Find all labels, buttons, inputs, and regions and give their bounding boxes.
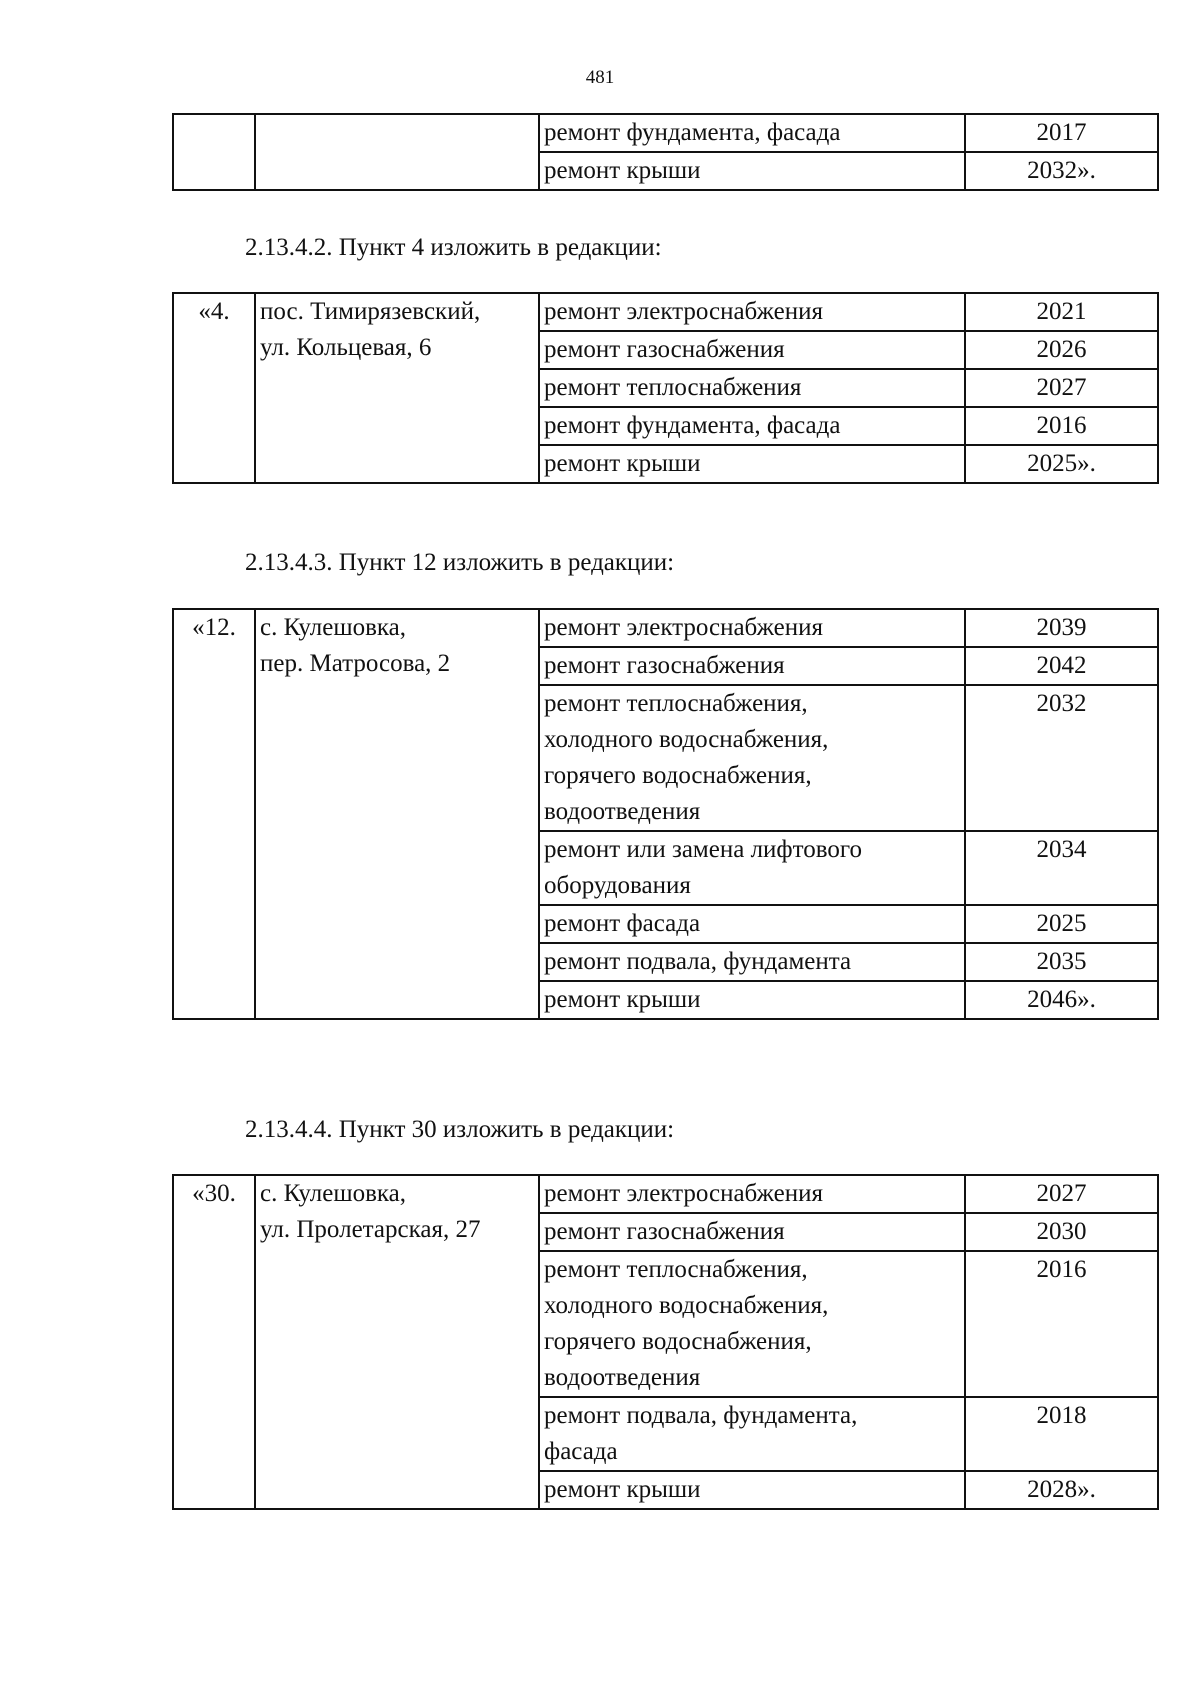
work-line: горячего водоснабжения, (544, 1328, 812, 1355)
address-line: ул. Пролетарская, 27 (260, 1216, 481, 1243)
work-cell (539, 445, 965, 483)
work-cell (539, 981, 965, 1019)
work-cell (539, 407, 965, 445)
year-cell: 2032 (965, 685, 1158, 831)
num-cell: «30. (173, 1175, 255, 1509)
table-row (173, 114, 1158, 152)
work-line: ремонт газоснабжения (544, 652, 785, 679)
address-line: ул. Кольцевая, 6 (260, 334, 432, 361)
work-line: фасада (544, 1438, 618, 1465)
section-table (172, 292, 1159, 484)
address-cell (255, 1175, 539, 1509)
section-table (172, 1174, 1159, 1510)
year-cell: 2028». (965, 1471, 1158, 1509)
year-cell: 2030 (965, 1213, 1158, 1251)
work-cell (539, 293, 965, 331)
work-cell (539, 1175, 965, 1213)
work-line: ремонт крыши (544, 450, 701, 477)
section-table (172, 608, 1159, 1020)
work-line: ремонт теплоснабжения, (544, 690, 808, 717)
num-cell (173, 114, 255, 190)
year-cell: 2027 (965, 369, 1158, 407)
year-cell: 2018 (965, 1397, 1158, 1471)
address-line: с. Кулешовка, (260, 1180, 407, 1207)
work-cell (539, 943, 965, 981)
year-cell: 2026 (965, 331, 1158, 369)
work-line: водоотведения (544, 1364, 701, 1391)
work-line: холодного водоснабжения, (544, 726, 829, 753)
work-line: ремонт теплоснабжения (544, 374, 802, 401)
work-line: водоотведения (544, 798, 701, 825)
section-heading: 2.13.4.3. Пункт 12 изложить в редакции: (245, 549, 675, 576)
year-cell: 2046». (965, 981, 1158, 1019)
year-cell: 2016 (965, 407, 1158, 445)
work-line: ремонт крыши (544, 1476, 701, 1503)
work-cell: ремонт фундамента, фасада (539, 114, 965, 152)
work-line: ремонт газоснабжения (544, 336, 785, 363)
section-heading: 2.13.4.2. Пункт 4 изложить в редакции: (245, 234, 662, 261)
year-cell: 2027 (965, 1175, 1158, 1213)
table-row (173, 1175, 1158, 1213)
year-cell: 2025». (965, 445, 1158, 483)
year-cell: 2039 (965, 609, 1158, 647)
year-cell: 2025 (965, 905, 1158, 943)
work-cell (539, 685, 965, 831)
year-cell: 2032». (965, 152, 1158, 190)
table-row (173, 293, 1158, 331)
work-line: горячего водоснабжения, (544, 762, 812, 789)
continuation-table (172, 113, 1159, 191)
work-cell (539, 905, 965, 943)
work-line: ремонт электроснабжения (544, 298, 823, 325)
work-cell (539, 1213, 965, 1251)
work-line: ремонт электроснабжения (544, 1180, 823, 1207)
work-cell: ремонт крыши (539, 152, 965, 190)
work-cell (539, 369, 965, 407)
address-line: с. Кулешовка, (260, 614, 407, 641)
address-cell (255, 609, 539, 1019)
work-line: ремонт крыши (544, 986, 701, 1013)
work-line: ремонт электроснабжения (544, 614, 823, 641)
work-cell (539, 331, 965, 369)
work-line: холодного водоснабжения, (544, 1292, 829, 1319)
address-line: пос. Тимирязевский, (260, 298, 481, 325)
work-line: ремонт подвала, фундамента (544, 948, 852, 975)
num-cell: «12. (173, 609, 255, 1019)
table-row (173, 609, 1158, 647)
year-cell: 2016 (965, 1251, 1158, 1397)
address-cell (255, 293, 539, 483)
address-cell (255, 114, 539, 190)
year-cell: 2021 (965, 293, 1158, 331)
work-line: оборудования (544, 872, 691, 899)
work-line: ремонт или замена лифтового (544, 836, 862, 863)
work-cell (539, 1251, 965, 1397)
work-line: ремонт фундамента, фасада (544, 412, 841, 439)
work-cell (539, 609, 965, 647)
work-line: ремонт теплоснабжения, (544, 1256, 808, 1283)
section-heading: 2.13.4.4. Пункт 30 изложить в редакции: (245, 1116, 675, 1143)
work-line: ремонт газоснабжения (544, 1218, 785, 1245)
year-cell: 2042 (965, 647, 1158, 685)
work-line: ремонт подвала, фундамента, (544, 1402, 858, 1429)
year-cell: 2034 (965, 831, 1158, 905)
address-line: пер. Матросова, 2 (260, 650, 451, 677)
work-cell (539, 1471, 965, 1509)
year-cell: 2017 (965, 114, 1158, 152)
work-cell (539, 1397, 965, 1471)
year-cell: 2035 (965, 943, 1158, 981)
num-cell: «4. (173, 293, 255, 483)
work-line: ремонт фасада (544, 910, 701, 937)
work-cell (539, 831, 965, 905)
page-number: 481 (585, 67, 615, 88)
work-cell (539, 647, 965, 685)
